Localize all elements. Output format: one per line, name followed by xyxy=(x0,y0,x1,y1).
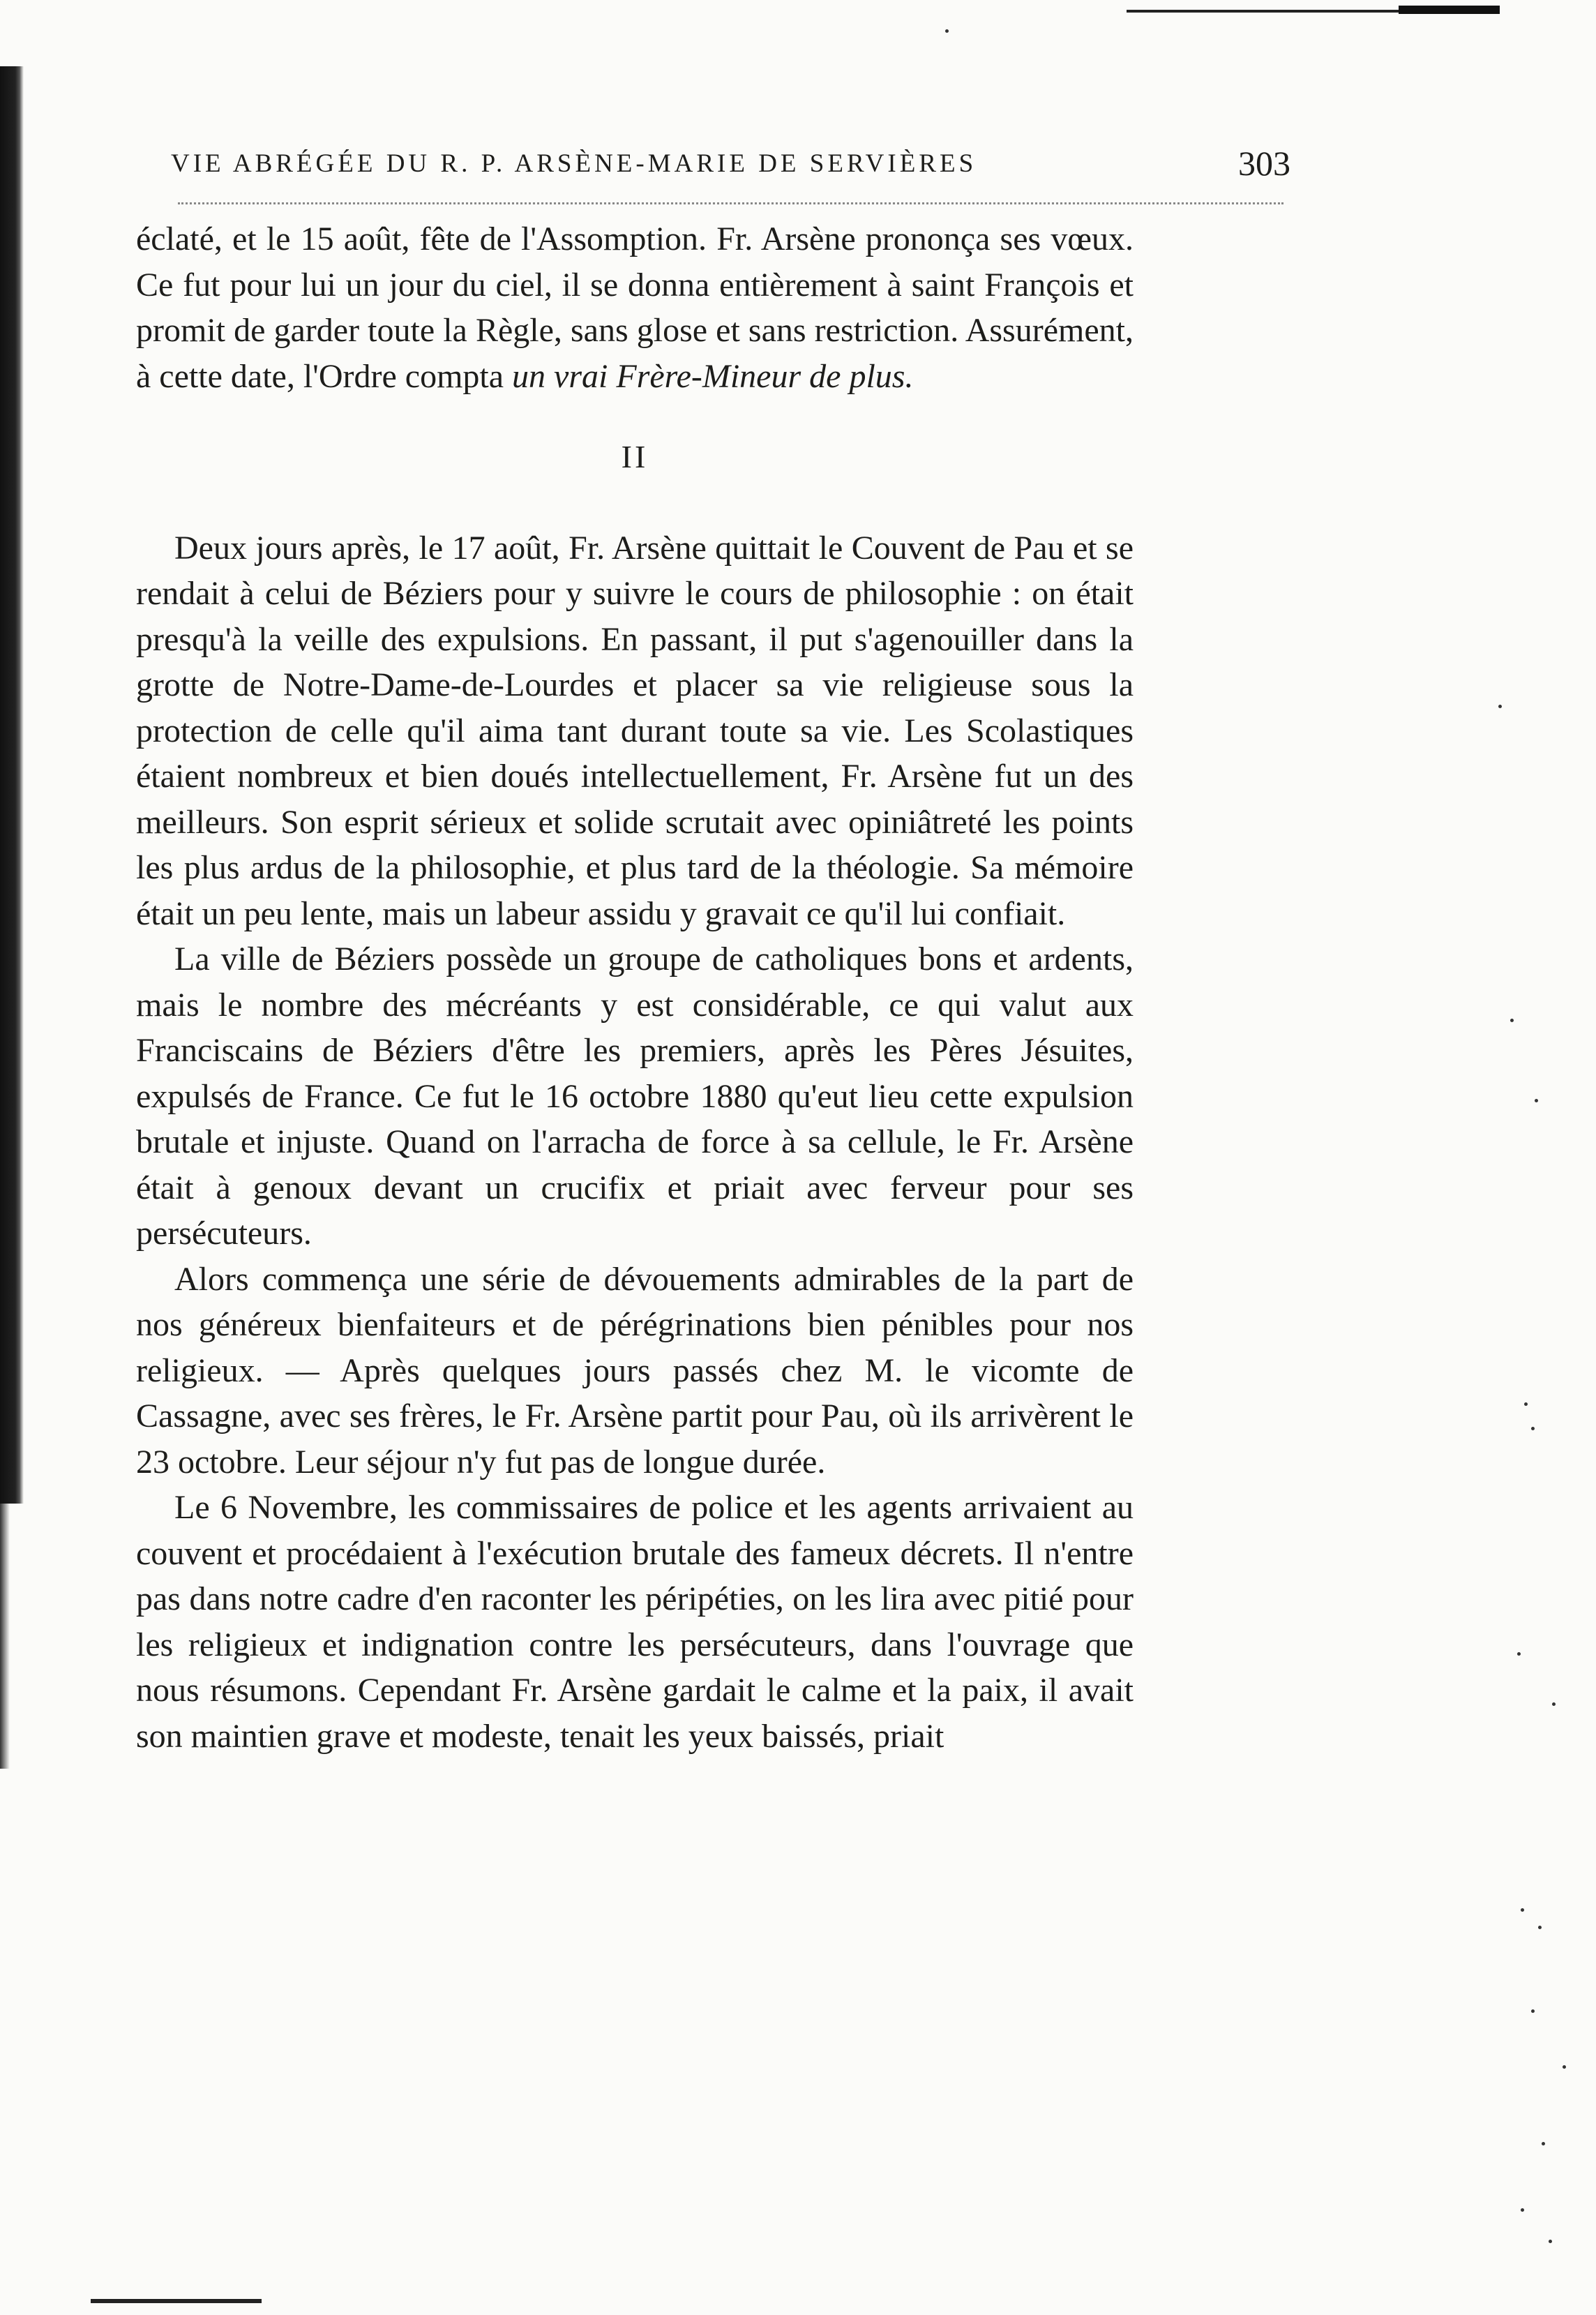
page-header xyxy=(171,143,1290,185)
header-rule xyxy=(178,202,1283,204)
ink-speck xyxy=(1552,1702,1556,1706)
ink-speck xyxy=(1531,2009,1535,2013)
ink-speck xyxy=(1563,2065,1566,2069)
paragraph: Deux jours après, le 17 août, Fr. Arsène quittait le Couvent de Pau et se rendait à celui de Béziers pour y suivre le cours de philosophie : on était presqu'à la veille des expulsions. En passant, il put s'agenouiller dans la grotte de Notre-Dame-de-Lourdes et placer sa vie religieuse sous la protection de celle qu'il aima tant durant toute sa vie. Les Scolastiques étaient nombreux et bien doués intellectuellement, Fr. Arsène fut un des meilleurs. Son esprit sérieux et solide scrutait avec opiniâtreté les points les plus ardus de la philosophie, et plus tard de la théologie. Sa mémoire était un peu lente, mais un labeur assidu y gravait ce qu'il lui confiait. xyxy=(136,529,1134,932)
italic-phrase: un vrai Frère-Mineur de plus. xyxy=(512,357,914,395)
paragraph: Le 6 Novembre, les commissaires de police et les agents arrivaient au couvent et procédaient à l'exécution brutale des fameux décrets. Il n'entre pas dans notre cadre d'en raconter les péripéties, on les lira avec pitié pour les religieux et indignation contre les persécuteurs, dans l'ouvrage que nous résumons. Cependant Fr. Arsène gardait le calme et la paix, il avait son maintien grave et modeste, tenait les yeux baissés, priait xyxy=(136,1489,1134,1755)
page-binding-shadow xyxy=(0,66,24,1504)
ink-speck xyxy=(1521,2208,1524,2212)
paragraph: Alors commença une série de dévouements admirables de la part de nos généreux bienfaiteurs et de pérégrinations bien pénibles pour nos religieux. — Après quelques jours passés chez M. le vicomte de Cassagne, avec ses frères, le Fr. Arsène partit pour Pau, où ils arrivèrent le 23 octobre. Leur séjour n'y fut pas de longue durée. xyxy=(136,1260,1134,1481)
paragraph: La ville de Béziers possède un groupe de catholiques bons et ardents, mais le nombre des mécréants y est considérable, ce qui valut aux Franciscains de Béziers d'être les premiers, après les Pères Jésuites, expulsés de France. Ce fut le 16 octobre 1880 qu'eut lieu cette expulsion brutale et injuste. Quand on l'arracha de force à sa cellule, le Fr. Arsène était à genoux devant un crucifix et priait avec ferveur pour ses persécuteurs. xyxy=(136,941,1134,1252)
body-text xyxy=(136,216,1134,1759)
ink-speck xyxy=(1542,2142,1545,2145)
section-number: II xyxy=(621,439,649,474)
top-edge-rule-thick xyxy=(1399,6,1500,14)
ink-speck xyxy=(1517,1652,1521,1656)
page-number: 303 xyxy=(1238,144,1290,183)
paragraph-continued xyxy=(136,216,1134,399)
ink-speck xyxy=(1524,1402,1528,1406)
paragraph-text: éclaté, et le 15 août, fête de l'Assomption. Fr. Arsène prononça ses vœux. Ce fut pour lui un jour du ciel, il se donna entièrement à saint François et promit de garder toute la Règle, sans glose et sans restriction. Assurément, à cette date, l'Ordre compta xyxy=(136,220,1134,395)
ink-speck xyxy=(1498,705,1502,708)
ink-speck xyxy=(1531,1427,1535,1430)
bottom-edge-rule xyxy=(91,2299,262,2303)
running-head: VIE ABRÉGÉE DU R. P. ARSÈNE-MARIE DE SERVIÈRES xyxy=(171,149,977,178)
ink-speck xyxy=(1535,1099,1538,1102)
ink-speck xyxy=(945,29,949,33)
ink-speck xyxy=(1538,1926,1542,1929)
ink-speck xyxy=(1521,1908,1524,1912)
ink-speck xyxy=(1549,2240,1552,2243)
ink-speck xyxy=(1510,1019,1514,1022)
page-binding-shadow-lower xyxy=(0,1504,10,1769)
